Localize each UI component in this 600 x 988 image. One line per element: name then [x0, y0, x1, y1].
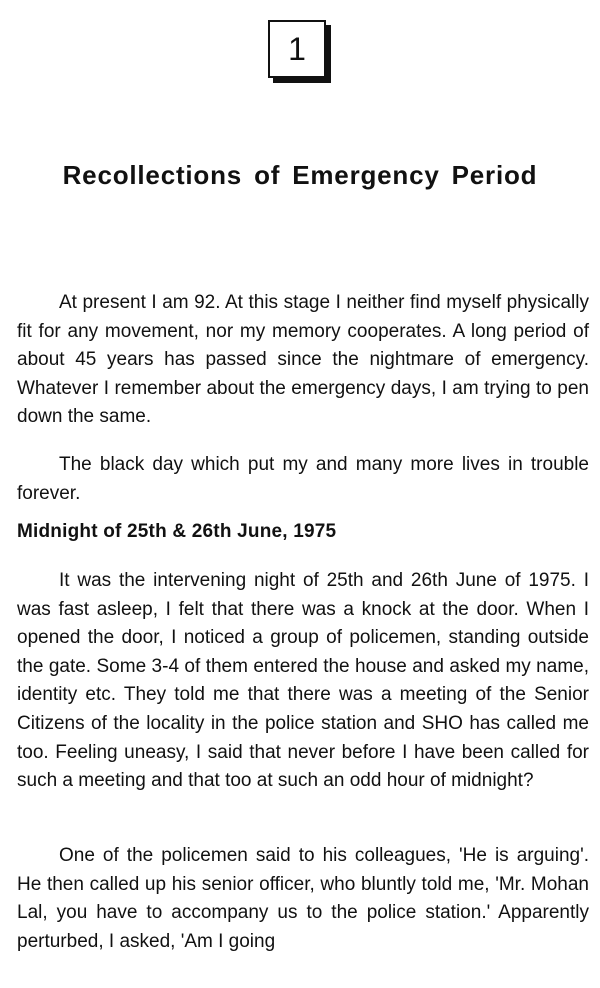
paragraph-intro: At present I am 92. At this stage I neither find myself physically fit for any movement, nor my memory cooperates. A long period of about 45 years has passed since the nightmare of emergency. Whatever I remember about the emergency days, I am trying to pen down the same. [17, 292, 589, 428]
chapter-number: 1 [288, 30, 306, 67]
chapter-number-box [268, 20, 326, 78]
paragraph-night-arrest: It was the intervening night of 25th and 26th June of 1975. I was fast asleep, I felt that there was a knock at the door. When I opened the door, I noticed a group of policemen, standing outside the gate. Some 3-4 of them entered the house and asked my name, identity etc. They told me that there was a meeting of the Senior Citizens of the locality in the police station and SHO has called me too. Feeling uneasy, I said that never before I have been called for such a meeting and that too at such an odd hour of midnight? [17, 570, 589, 792]
chapter-title: Recollections of Emergency Period [62, 160, 538, 190]
paragraph-black-day: The black day which put my and many more lives in trouble forever. [17, 454, 589, 504]
paragraph-policeman-arguing: One of the policemen said to his colleagues, 'He is arguing'. He then called up his senior officer, who bluntly told me, 'Mr. Mohan Lal, you have to accompany us to the police station.' Apparently perturbed, I asked, 'Am I going [17, 845, 589, 952]
section-heading: Midnight of 25th & 26th June, 1975 [17, 521, 337, 542]
